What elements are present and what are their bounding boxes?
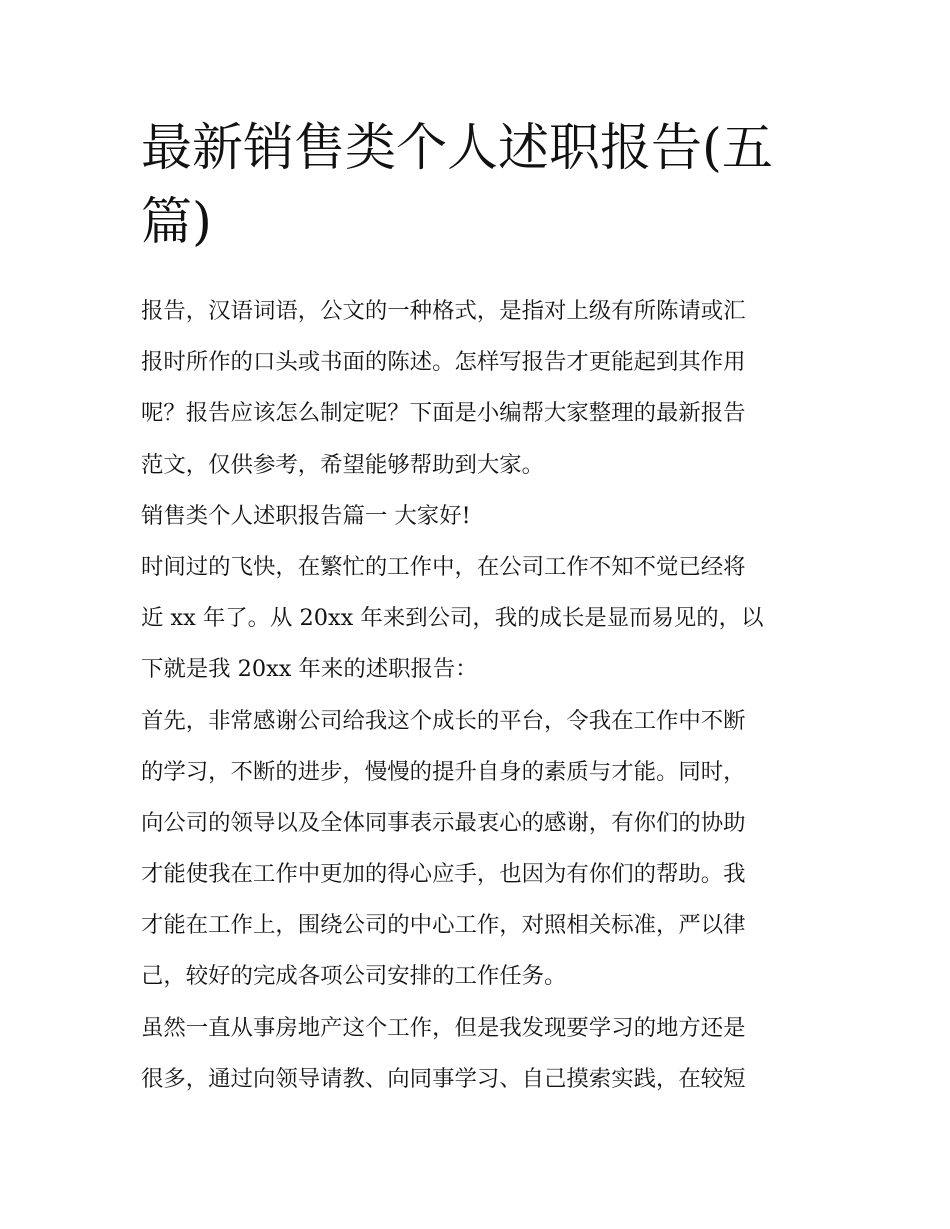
document-title [141, 112, 813, 260]
body-line: 下就是我 20xx 年来的述职报告： [141, 656, 478, 683]
title-line: 篇) [141, 193, 212, 252]
body-line: 很多，通过向领导请教、向同事学习、自己摸索实践，在较短 [141, 1065, 746, 1092]
body-line: 时间过的飞快，在繁忙的工作中，在公司工作不知不觉已经将 [141, 553, 746, 580]
document-body [141, 286, 813, 1105]
body-line: 报告，汉语词语，公文的一种格式，是指对上级有所陈请或汇 [141, 298, 746, 324]
body-line: 呢？报告应该怎么制定呢？下面是小编帮大家整理的最新报告 [141, 400, 746, 427]
title-line: 最新销售类个人述职报告(五 [141, 119, 773, 178]
body-line: 己，较好的完成各项公司安排的工作任务。 [141, 963, 567, 990]
body-line: 才能使我在工作中更加的得心应手，也因为有你们的帮助。我 [141, 861, 746, 888]
body-line: 报时所作的口头或书面的陈述。怎样写报告才更能起到其作用 [141, 349, 746, 376]
body-line: 的学习，不断的进步，慢慢的提升自身的素质与才能。同时， [141, 758, 746, 785]
body-line: 虽然一直从事房地产这个工作，但是我发现要学习的地方还是 [141, 1014, 746, 1041]
body-line: 首先，非常感谢公司给我这个成长的平台，令我在工作中不断 [141, 707, 746, 734]
body-line: 向公司的领导以及全体同事表示最衷心的感谢，有你们的协助 [141, 809, 746, 836]
body-line: 近 xx 年了。从 20xx 年来到公司，我的成长是显而易见的，以 [141, 605, 764, 632]
document-content [141, 112, 813, 1105]
body-line: 才能在工作上，围绕公司的中心工作，对照相关标准，严以律 [141, 912, 746, 939]
body-line: 范文，仅供参考，希望能够帮助到大家。 [141, 451, 545, 478]
section-heading-line: 销售类个人述职报告篇一 大家好! [141, 502, 471, 529]
